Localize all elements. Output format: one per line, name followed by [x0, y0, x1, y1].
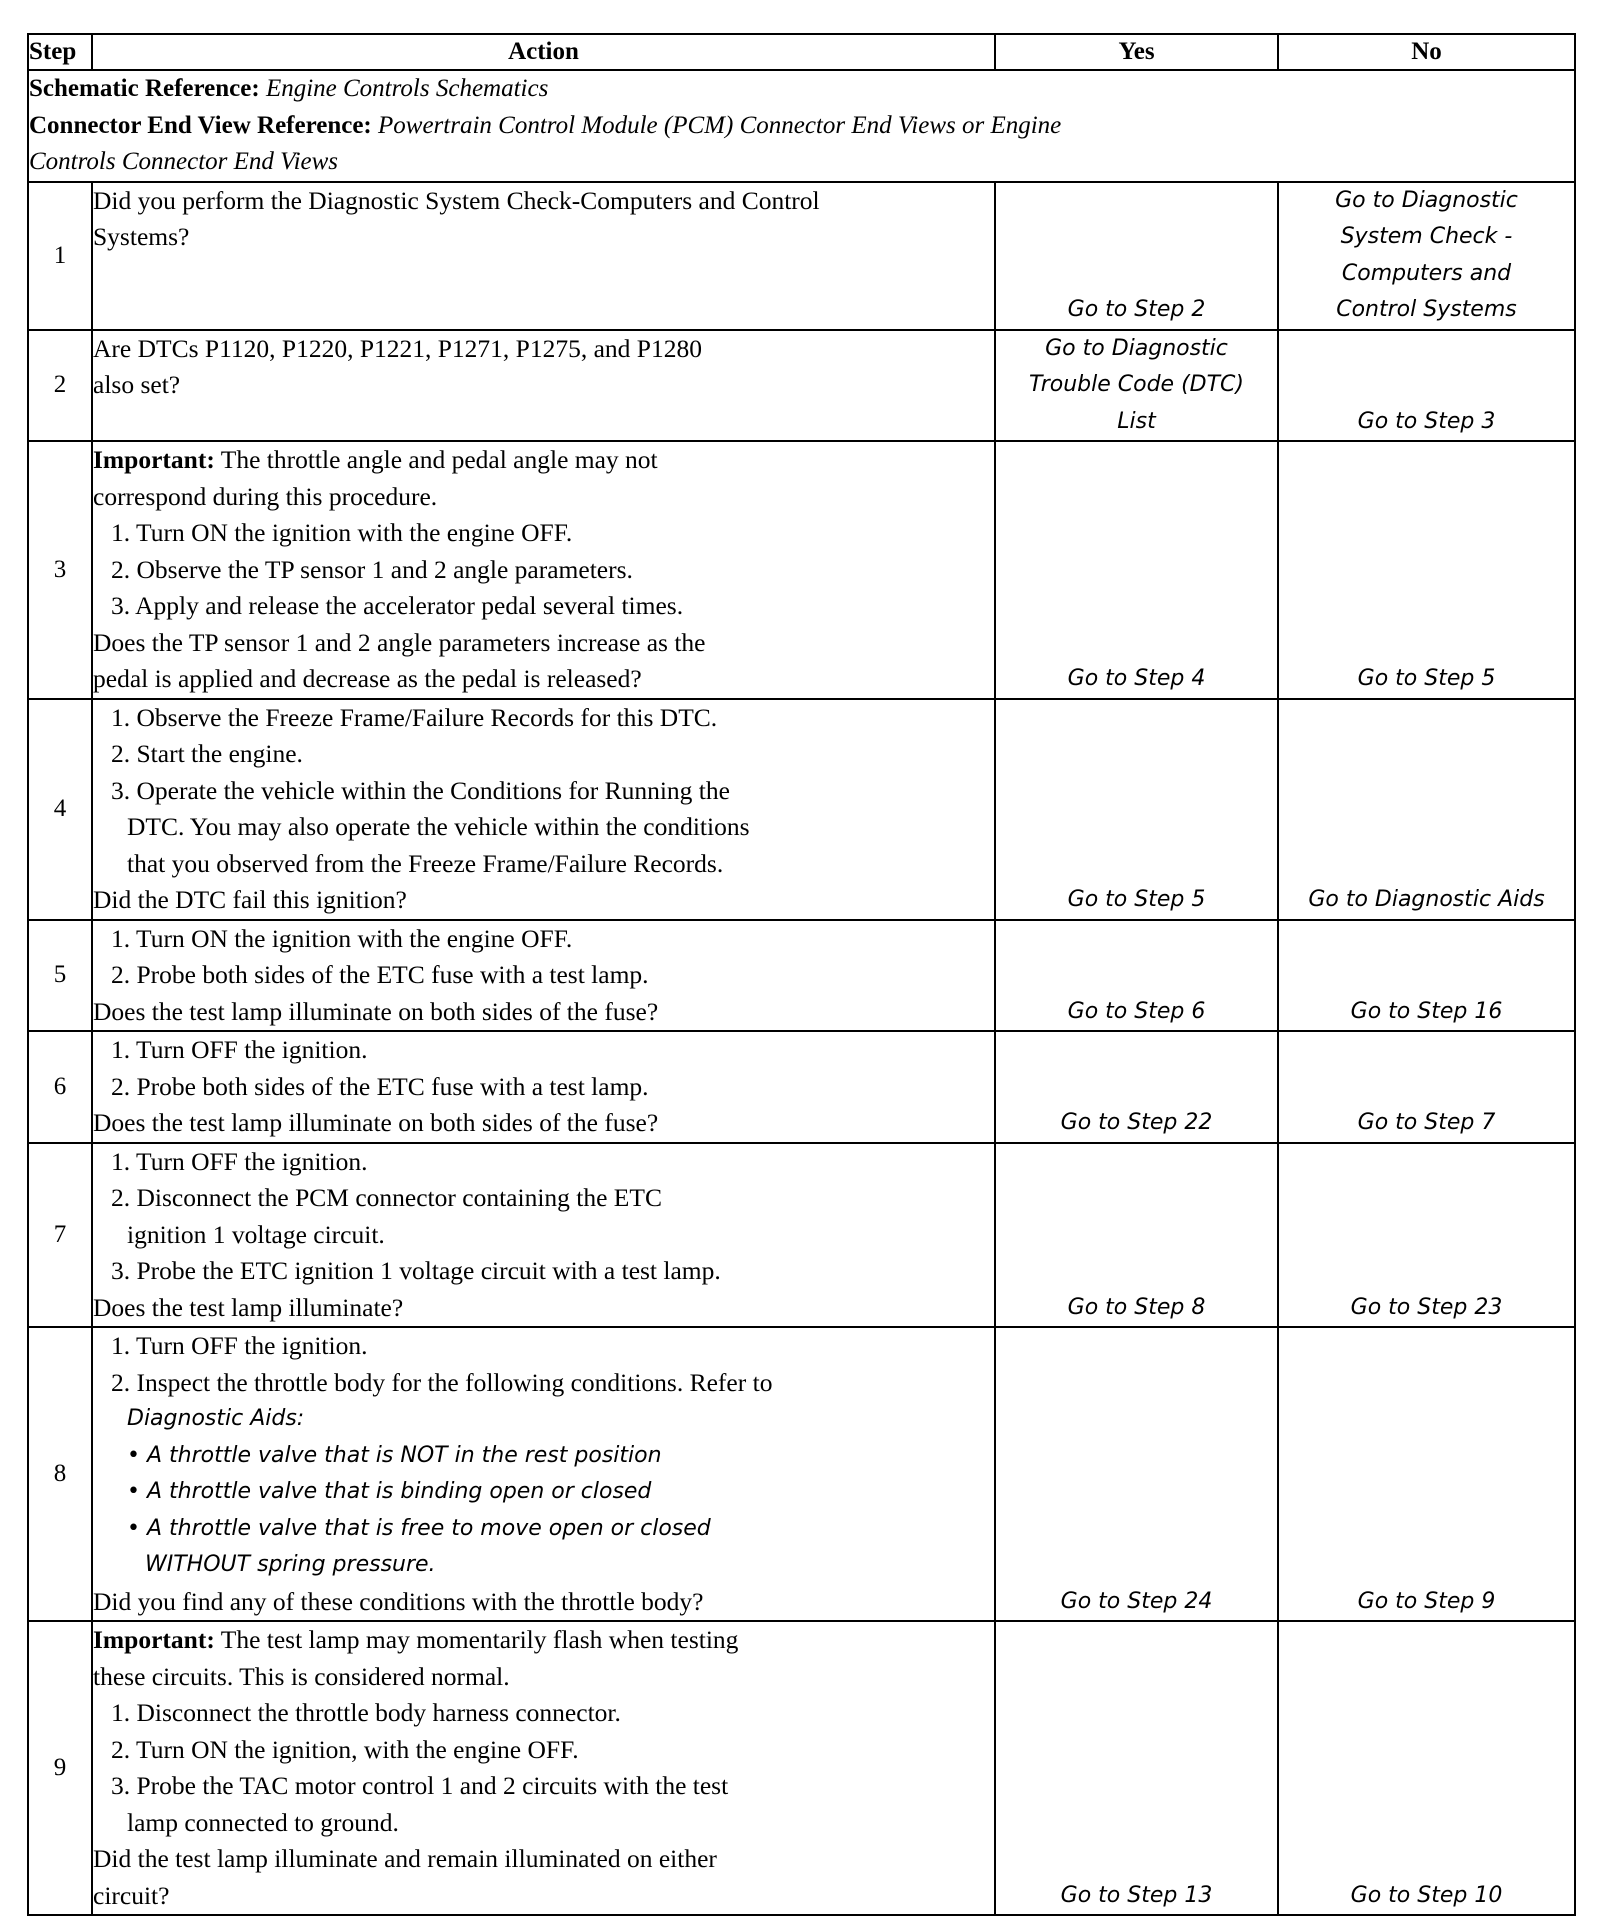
yes-cell: [995, 699, 1278, 920]
important-label: Important:: [93, 445, 215, 474]
no-cell: [1278, 330, 1575, 442]
no-link[interactable]: Go to Step 16: [1350, 998, 1503, 1024]
yes-link[interactable]: List: [1117, 408, 1156, 434]
action-line: 1. Turn OFF the ignition.: [111, 1331, 368, 1360]
no-link[interactable]: Computers and: [1341, 260, 1512, 286]
action-bullet: • A throttle valve that is NOT in the rest position: [127, 1442, 662, 1468]
step-row: [28, 920, 1575, 1032]
no-cell: [1278, 699, 1575, 920]
no-link[interactable]: Go to Step 10: [1350, 1882, 1503, 1908]
step-row: [28, 330, 1575, 442]
step-number: 4: [28, 699, 92, 920]
no-link[interactable]: Go to Step 23: [1350, 1294, 1503, 1320]
header-row: [28, 34, 1575, 70]
no-cell: [1278, 1143, 1575, 1328]
action-line: Does the test lamp illuminate on both sides of the fuse?: [93, 996, 659, 1026]
important-text: The throttle angle and pedal angle may not: [214, 445, 658, 474]
step-action: [92, 920, 995, 1032]
yes-cell: [995, 441, 1278, 699]
yes-link[interactable]: Go to Step 6: [1067, 998, 1206, 1024]
no-link[interactable]: Go to Step 9: [1357, 1588, 1496, 1614]
action-line: these circuits. This is considered normal.: [93, 1661, 510, 1691]
yes-link[interactable]: Go to Step 5: [1067, 887, 1206, 912]
action-line: 2. Inspect the throttle body for the following conditions. Refer to: [111, 1367, 773, 1397]
no-cell: [1278, 182, 1575, 330]
action-line: Are DTCs P1120, P1220, P1221, P1271, P1275, and P1280: [93, 333, 702, 363]
no-link[interactable]: Go to Diagnostic: [1335, 187, 1518, 213]
header-yes: Yes: [995, 34, 1278, 70]
step-number: 5: [28, 920, 92, 1032]
diagnostic-table: [27, 33, 1576, 1916]
no-link[interactable]: Go to Step 3: [1357, 408, 1496, 434]
step-action: [92, 1327, 995, 1621]
step-number: 2: [28, 330, 92, 442]
step-action: [92, 699, 995, 920]
action-line: DTC. You may also operate the vehicle within the conditions: [127, 812, 750, 841]
no-cell: [1278, 1621, 1575, 1915]
yes-link[interactable]: Trouble Code (DTC): [1028, 372, 1244, 397]
action-line: Does the TP sensor 1 and 2 angle parameters increase as the: [93, 627, 706, 657]
action-line: Does the test lamp illuminate on both sides of the fuse?: [93, 1108, 659, 1137]
reference-cell: [28, 70, 1575, 182]
action-line: also set?: [93, 370, 181, 399]
header-no: No: [1278, 34, 1575, 70]
step-row: [28, 441, 1575, 699]
action-line: Systems?: [93, 222, 190, 251]
action-line: lamp connected to ground.: [127, 1807, 399, 1837]
no-link[interactable]: Go to Step 5: [1357, 666, 1496, 691]
action-line: 2. Probe both sides of the ETC fuse with a test lamp.: [111, 1071, 649, 1101]
action-line: correspond during this procedure.: [93, 481, 438, 511]
action-line: 1. Turn OFF the ignition.: [111, 1146, 368, 1176]
step-action: [92, 1621, 995, 1915]
schematic-reference-link[interactable]: Engine Controls Schematics: [265, 75, 549, 102]
step-action: [92, 1031, 995, 1143]
step-row: [28, 1621, 1575, 1915]
yes-link[interactable]: Go to Step 24: [1060, 1588, 1213, 1614]
step-row: [28, 1143, 1575, 1328]
step-action: [92, 441, 995, 699]
step-row: [28, 699, 1575, 920]
important-text: The test lamp may momentarily flash when testing: [214, 1625, 739, 1654]
yes-link[interactable]: Go to Step 13: [1060, 1882, 1213, 1908]
action-line: 2. Probe both sides of the ETC fuse with a test lamp.: [111, 960, 649, 989]
action-line: 1. Observe the Freeze Frame/Failure Records for this DTC.: [111, 702, 718, 732]
step-number: 7: [28, 1143, 92, 1328]
diagnostic-aids-link[interactable]: Diagnostic Aids:: [127, 1406, 305, 1431]
important-label: Important:: [93, 1625, 215, 1654]
step-number: 1: [28, 182, 92, 330]
step-row: [28, 1031, 1575, 1143]
no-cell: [1278, 920, 1575, 1032]
action-line: Does the test lamp illuminate?: [93, 1292, 404, 1322]
header-step: Step: [28, 34, 92, 70]
step-number: 3: [28, 441, 92, 699]
no-link[interactable]: Go to Step 7: [1357, 1110, 1496, 1135]
schematic-reference-label: Schematic Reference:: [29, 75, 260, 102]
step-row: [28, 182, 1575, 330]
action-line: Did the DTC fail this ignition?: [93, 885, 407, 914]
action-line: Did you find any of these conditions with the throttle body?: [93, 1586, 704, 1616]
action-line: 2. Disconnect the PCM connector containing the ETC: [111, 1183, 662, 1212]
yes-link[interactable]: Go to Step 4: [1067, 666, 1206, 691]
action-line: 1. Turn ON the ignition with the engine OFF.: [111, 923, 573, 953]
no-cell: [1278, 441, 1575, 699]
no-link[interactable]: System Check -: [1340, 224, 1513, 249]
action-line: 3. Probe the ETC ignition 1 voltage circuit with a test lamp.: [111, 1256, 721, 1285]
action-line: ignition 1 voltage circuit.: [127, 1219, 385, 1249]
connector-reference-link[interactable]: Powertrain Control Module (PCM) Connector End Views or Engine: [378, 111, 1062, 139]
reference-row: [28, 70, 1575, 182]
action-line: Did the test lamp illuminate and remain illuminated on either: [93, 1844, 717, 1873]
connector-reference-label: Connector End View Reference:: [29, 111, 372, 139]
yes-cell: [995, 330, 1278, 442]
action-bullet: • A throttle valve that is binding open or closed: [127, 1479, 652, 1504]
no-cell: [1278, 1031, 1575, 1143]
action-line: pedal is applied and decrease as the pedal is released?: [93, 664, 642, 693]
header-action: Action: [92, 34, 995, 70]
action-line: 1. Disconnect the throttle body harness connector.: [111, 1698, 621, 1727]
step-action: [92, 1143, 995, 1328]
action-line: 2. Turn ON the ignition, with the engine OFF.: [111, 1734, 579, 1764]
step-number: 9: [28, 1621, 92, 1915]
action-line: 2. Start the engine.: [111, 739, 303, 768]
action-line: Did you perform the Diagnostic System Check-Computers and Control: [93, 185, 820, 215]
step-number: 6: [28, 1031, 92, 1143]
action-bullet: • A throttle valve that is free to move open or closed: [127, 1515, 711, 1541]
action-line: 3. Operate the vehicle within the Conditions for Running the: [111, 775, 730, 805]
no-link[interactable]: Go to Diagnostic Aids: [1308, 887, 1545, 912]
action-line: 3. Apply and release the accelerator pedal several times.: [111, 591, 684, 620]
action-line: 1. Turn ON the ignition with the engine OFF.: [111, 518, 573, 547]
yes-link[interactable]: Go to Step 2: [1067, 297, 1206, 322]
yes-link[interactable]: Go to Step 8: [1067, 1294, 1206, 1320]
action-line: circuit?: [93, 1880, 170, 1910]
action-line: 2. Observe the TP sensor 1 and 2 angle parameters.: [111, 554, 633, 584]
step-number: 8: [28, 1327, 92, 1621]
yes-cell: [995, 1143, 1278, 1328]
step-action: [92, 330, 995, 442]
step-row: [28, 1327, 1575, 1621]
connector-reference-link-cont[interactable]: Controls Connector End Views: [29, 148, 339, 175]
no-link[interactable]: Control Systems: [1336, 297, 1517, 322]
action-line: 3. Probe the TAC motor control 1 and 2 circuits with the test: [111, 1771, 729, 1800]
action-line: that you observed from the Freeze Frame/Failure Records.: [127, 848, 724, 878]
action-bullet-cont: WITHOUT spring pressure.: [145, 1552, 436, 1577]
yes-link[interactable]: Go to Diagnostic: [1045, 335, 1228, 361]
yes-link[interactable]: Go to Step 22: [1060, 1110, 1213, 1135]
step-action: [92, 182, 995, 330]
no-cell: [1278, 1327, 1575, 1621]
yes-cell: [995, 1621, 1278, 1915]
action-line: 1. Turn OFF the ignition.: [111, 1035, 368, 1064]
yes-cell: [995, 1327, 1278, 1621]
yes-cell: [995, 1031, 1278, 1143]
yes-cell: [995, 182, 1278, 330]
yes-cell: [995, 920, 1278, 1032]
